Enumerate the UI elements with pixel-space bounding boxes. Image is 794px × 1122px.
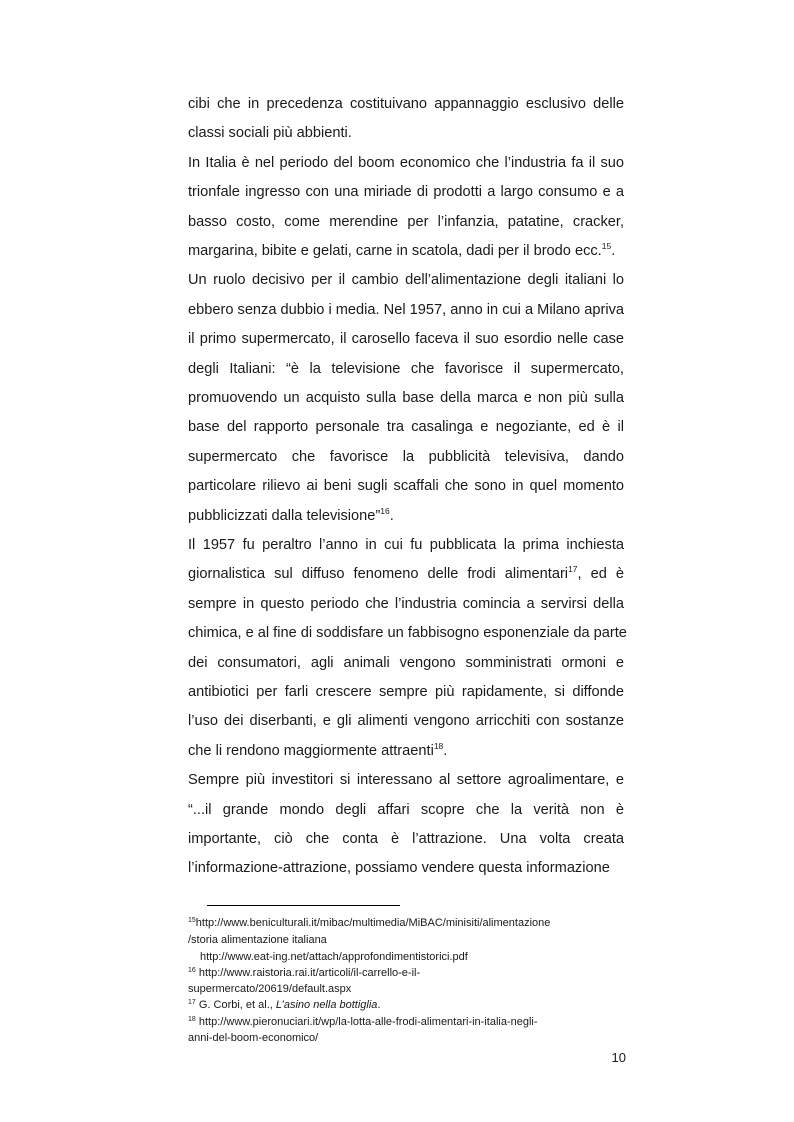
body-line: [188, 858, 624, 878]
footnote-18: [188, 1015, 628, 1029]
body-line-text: ebbero senza dubbio i media. Nel 1957, anno in cui a Milano apriva: [188, 301, 624, 318]
body-line-text: promuovendo un acquisto sulla base della marca e non più sulla: [188, 390, 624, 406]
body-line-text: In Italia è nel periodo del boom economico che l’industria fa il suo: [188, 154, 624, 171]
body-line: [188, 829, 624, 849]
footnote-17-title: L’asino nella bottiglia: [275, 999, 378, 1011]
body-line-text: che li rendono maggiormente attraenti: [188, 742, 434, 759]
body-line: [188, 594, 624, 614]
body-line-text: pubblicizzati dalla televisione”: [188, 507, 381, 524]
body-line-text: cibi che in precedenza costituivano appannaggio esclusivo delle: [188, 96, 624, 112]
footnote-16: [188, 966, 628, 980]
footnote-separator: [207, 905, 400, 906]
footnote-reference[interactable]: 18: [433, 740, 444, 751]
body-line: [188, 447, 624, 467]
footnote-reference[interactable]: 16: [380, 505, 390, 516]
body-line: [188, 741, 624, 761]
body-line-text: particolare rilievo ai beni sugli scaffali che sono in quel momento: [188, 478, 624, 495]
footnote-18-continued: anni-del-boom-economico/: [188, 1032, 319, 1044]
footnote-16-continued: supermercato/20619/default.aspx: [188, 983, 352, 995]
body-line-text: supermercato che favorisce la pubblicità televisiva, dando: [188, 448, 624, 465]
body-line: [188, 182, 624, 202]
body-line-text: chimica, e al fine di soddisfare un fabbisogno esponenziale da parte: [188, 625, 627, 642]
body-line-text: giornalistica sul diffuso fenomeno delle frodi alimentari: [188, 566, 569, 583]
body-line-text: sempre in questo periodo che l’industria comincia a servirsi della: [188, 595, 624, 612]
body-line-tail: .: [611, 243, 616, 259]
footnote-15-link[interactable]: http://www.beniculturali.it/mibac/multimedia/MiBAC/minisiti/alimentazione: [195, 917, 551, 929]
body-line: [188, 359, 624, 379]
body-line-text: l’uso dei diserbanti, e gli alimenti vengono arricchiti con sostanze: [188, 713, 624, 730]
body-line-tail: .: [389, 507, 394, 524]
body-line: [188, 329, 624, 349]
page-number: 10: [611, 1050, 626, 1065]
body-line-text: importante, ciò che conta è l’attrazione. Una volta creata: [188, 831, 624, 847]
body-line: [188, 535, 624, 555]
footnote-18-link[interactable]: http://www.pieronuciari.it/wp/la-lotta-alle-frodi-alimentari-in-italia-negli-: [195, 1016, 538, 1028]
body-line: [188, 653, 624, 673]
body-line: [188, 417, 624, 437]
body-line-text: antibiotici per farli crescere sempre più rapidamente, si diffonde: [188, 684, 624, 700]
footnote-17-number: 17: [188, 999, 196, 1006]
footnote-15-continued: /storia alimentazione italiana: [188, 934, 327, 946]
body-line: [188, 506, 624, 526]
body-line: [188, 682, 624, 702]
body-line: [188, 300, 624, 320]
footnote-reference[interactable]: 17: [568, 564, 578, 575]
body-line-text: base del rapporto personale tra casalinga e negoziante, ed è il: [188, 419, 624, 436]
footnote-15-number: 15: [188, 917, 196, 924]
footnote-17: [188, 998, 628, 1012]
body-line: [188, 476, 624, 496]
footnote-16-link[interactable]: http://www.raistoria.rai.it/articoli/il-carrello-e-il-: [195, 967, 421, 979]
footnote-reference[interactable]: 15: [601, 241, 612, 251]
body-line-tail: .: [443, 742, 448, 759]
body-line: [188, 388, 624, 408]
body-line-text: l’informazione-attrazione, possiamo vendere questa informazione: [188, 860, 610, 877]
footnote-17-text: G. Corbi, et al.,: [195, 999, 276, 1011]
body-line-text: il primo supermercato, il carosello faceva il suo esordio nelle case: [188, 331, 624, 348]
body-line: [188, 212, 624, 232]
body-line-text: margarina, bibite e gelati, carne in scatola, dadi per il brodo ecc.: [188, 243, 602, 259]
footnote-17-end: .: [377, 999, 381, 1011]
body-line: [188, 623, 627, 643]
body-line-text: Un ruolo decisivo per il cambio dell’alimentazione degli italiani lo: [188, 272, 624, 289]
footnote-16-number: 16: [188, 967, 196, 974]
body-line-text: “...il grande mondo degli affari scopre che la verità non è: [188, 801, 624, 818]
footnote-15: [188, 916, 628, 930]
body-line: [188, 123, 624, 143]
body-line: [188, 770, 624, 790]
body-line: [188, 94, 624, 114]
body-line: [188, 241, 624, 261]
body-line: [188, 153, 624, 173]
body-line-text: dei consumatori, agli animali vengono somministrati ormoni e: [188, 654, 624, 671]
body-line: [188, 711, 624, 731]
body-line-text: classi sociali più abbienti.: [188, 125, 352, 142]
body-line: [188, 564, 624, 584]
body-line-tail: , ed è: [577, 566, 625, 583]
footnote-15-second-link[interactable]: http://www.eat-ing.net/attach/approfondimentistorici.pdf: [200, 951, 468, 963]
body-line-text: Il 1957 fu peraltro l’anno in cui fu pubblicata la prima inchiesta: [188, 537, 624, 553]
body-line: [188, 800, 624, 820]
body-line: [188, 270, 624, 290]
body-line-text: trionfale ingresso con una miriade di prodotti a largo consumo e a: [188, 184, 624, 201]
body-line-text: basso costo, come merendine per l’infanzia, patatine, cracker,: [188, 213, 624, 230]
body-line-text: Sempre più investitori si interessano al settore agroalimentare, e: [188, 772, 624, 789]
footnote-18-number: 18: [188, 1016, 196, 1023]
body-line-text: degli Italiani: “è la televisione che favorisce il supermercato,: [188, 360, 624, 377]
